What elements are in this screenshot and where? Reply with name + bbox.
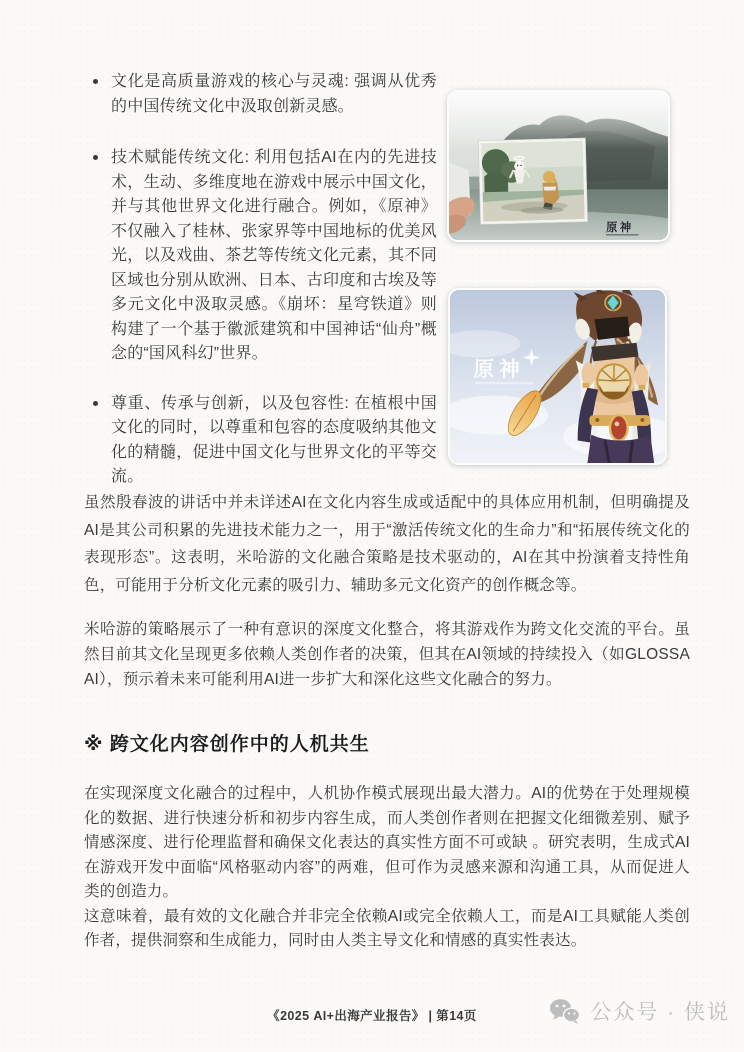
paragraph: 米哈游的策略展示了一种有意识的深度文化整合，将其游戏作为跨文化交流的平台。虽然目前其文化呈现更多依赖人类创作者的决策，但其在AI领域的持续投入（如GLOSSA AI），预示着未来可能利用AI进一步扩大和深化这些文化融合的努力。 [84,621,690,688]
genshin-logo-text: 原神 [473,358,525,382]
bullet-text: 技术赋能传统文化: 利用包括AI在内的先进技术，生动、多维度地在游戏中展示中国文化，并与其他世界文化进行融合。例如，《原神》不仅融入了桂林、张家界等中国地标的优美风光，以及戏曲、茶艺等传统文化元素，其不同区域也分别从欧洲、日本、古印度和古埃及等多元文化中汲取灵感。《崩坏：星穹铁道》则构建了一个基于徽派建筑和中国神话“仙舟”概念的“国风科幻”世界。 [111,149,437,362]
watermark [549,996,730,1026]
list-item [93,146,437,367]
list-item [93,70,437,119]
paragraph: 在实现深度文化融合的过程中，人机协作模式展现出最大潜力。AI的优势在于处理规模化的数据、进行快速分析和初步内容生成，而人类创作者则在把握文化细微差别、赋予情感深度、进行伦理监督和确保文化表达的真实性方面不可或缺 。研究表明，生成式AI在游戏开发中面临“风格驱动内容”的两难，但可作为灵感来源和沟通工具，从而促进人类的创造力。 [84,785,690,900]
bullet-dot [93,79,98,84]
bullet-text: 尊重、传承与创新，以及包容性: 在植根中国文化的同时，以尊重和包容的态度吸纳其他文化的精髓，促进中国文化与世界文化的平等交流。 [111,394,437,485]
list-item [93,392,437,490]
paragraph: 虽然殷春波的讲话中并未详述AI在文化内容生成或适配中的具体应用机制，但明确提及AI是其公司积累的先进技术能力之一，用于“激活传统文化的生命力”和“拓展传统文化的表现形态”。这表明，米哈游的文化融合策略是技术驱动的，AI在其中扮演着支持性角色，可能用于分析文化元素的吸引力、辅助多元文化资产的创作概念等。 [84,494,690,594]
bullet-text: 文化是高质量游戏的核心与灵魂: 强调从优秀的中国传统文化中汲取创新灵感。 [111,73,437,115]
section-heading: ※ 跨文化内容创作中的人机共生 [84,734,370,755]
watermark-text: 公众号 · 侠说 [590,1001,730,1024]
logo-subtitle-bar [475,382,534,385]
figure-genshin-guilin-card [447,90,670,242]
paragraph: 这意味着，最有效的文化融合并非完全依赖AI或完全依赖人工，而是AI工具赋能人类创作者，提供洞察和生成能力，同时由人类主导文化和情感的真实性表达。 [84,908,690,949]
wechat-icon [549,998,581,1025]
character-art-illustration [450,290,665,463]
bullet-dot [93,155,98,160]
genshin-logo-text: 原神 [606,222,634,235]
guilin-landscape-illustration [449,92,668,240]
page-footer: 《2025 AI+出海产业报告》 | 第14页 [267,1009,477,1023]
visor [594,316,629,339]
held-photo [478,138,587,224]
bullet-dot [93,401,98,406]
figure-genshin-character-card [448,288,667,465]
bullet-list [93,70,437,490]
belt-gem [610,415,628,440]
